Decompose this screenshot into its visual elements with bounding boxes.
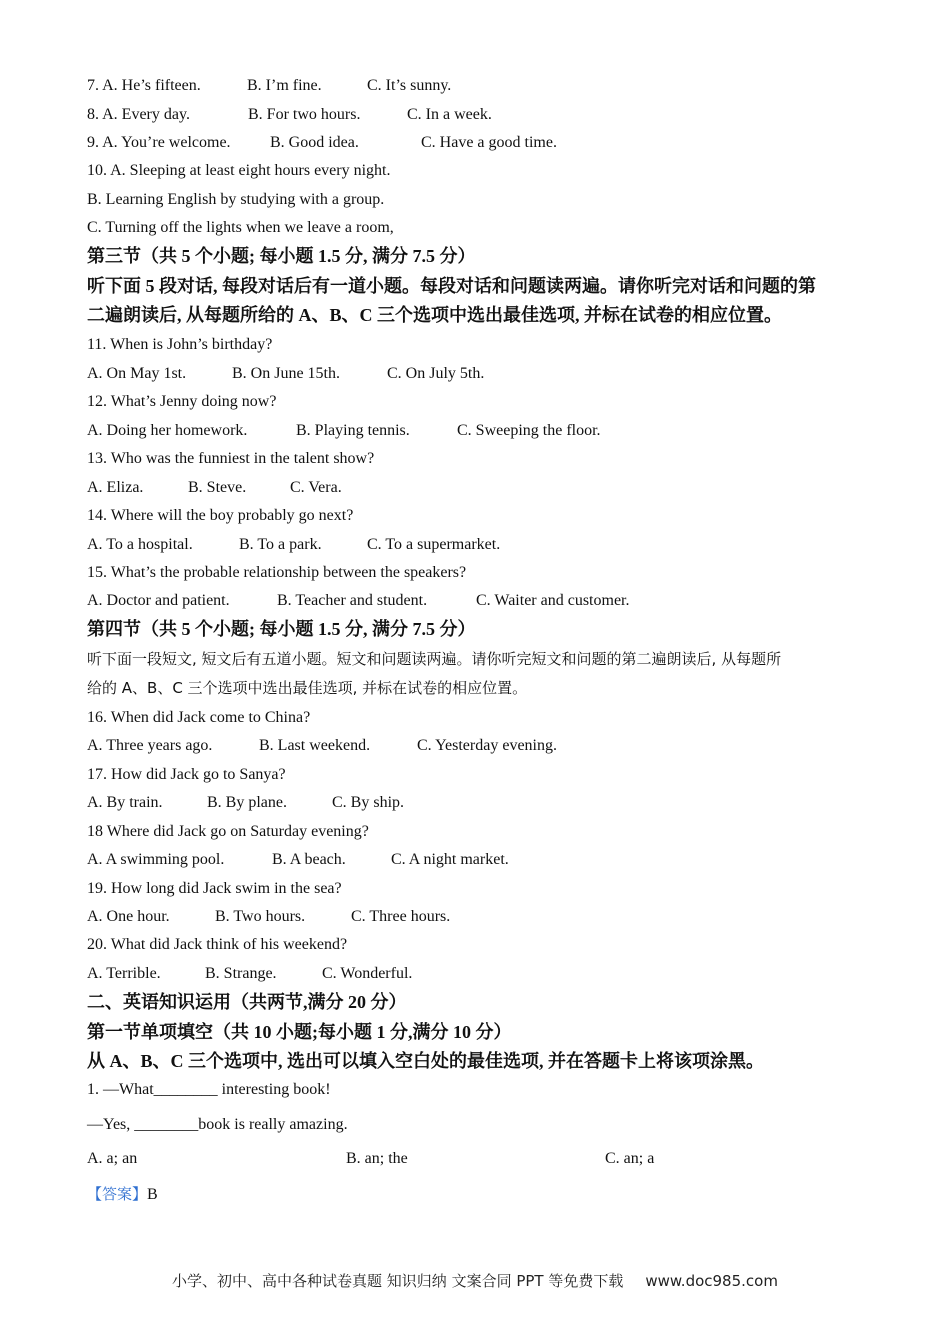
- option-a: A. a; an: [87, 1150, 138, 1167]
- question-18: 18 Where did Jack go on Saturday evening?: [87, 823, 369, 840]
- option-c: C. By ship.: [332, 794, 405, 811]
- question-20-options: [87, 964, 412, 984]
- option-b: B. Teacher and student.: [277, 592, 428, 609]
- option-c: C. Waiter and customer.: [476, 592, 630, 609]
- option-c: C. In a week.: [407, 106, 492, 123]
- question-14-options: [87, 535, 500, 555]
- option-a: A. Three years ago.: [87, 737, 213, 754]
- question-11-options: [87, 364, 484, 384]
- footer-url[interactable]: www.doc985.com: [645, 1272, 778, 1290]
- option-b: B. Two hours.: [215, 908, 306, 925]
- mc-question-1-line-1: 1. —What________ interesting book!: [87, 1081, 331, 1098]
- option-a: A. Doing her homework.: [87, 422, 248, 439]
- option-c: C. It’s sunny.: [367, 77, 452, 94]
- option-c: C. Have a good time.: [421, 134, 557, 151]
- question-12-options: [87, 421, 601, 441]
- question-20: 20. What did Jack think of his weekend?: [87, 936, 348, 953]
- question-10-option-c: C. Turning off the lights when we leave a room,: [87, 219, 394, 236]
- question-12: 12. What’s Jenny doing now?: [87, 393, 277, 410]
- page-footer: [0, 1270, 950, 1291]
- option-a: 8. A. Every day.: [87, 106, 190, 123]
- option-c: C. On July 5th.: [387, 365, 485, 382]
- option-b: B. Playing tennis.: [296, 422, 410, 439]
- option-a: A. Terrible.: [87, 965, 161, 982]
- section-3-instructions-line-1: 听下面 5 段对话, 每段对话后有一道小题。每段对话和问题读两遍。请你听完对话和问题的第: [87, 276, 816, 296]
- section-3-title: 第三节（共 5 个小题; 每小题 1.5 分, 满分 7.5 分）: [87, 246, 476, 266]
- option-a: A. On May 1st.: [87, 365, 187, 382]
- question-19: 19. How long did Jack swim in the sea?: [87, 880, 342, 897]
- question-17-options: [87, 793, 404, 813]
- section-3-instructions-line-2: 二遍朗读后, 从每题所给的 A、B、C 三个选项中选出最佳选项, 并标在试卷的相应位置。: [87, 305, 783, 325]
- answer-tag: 【答案】: [87, 1185, 148, 1203]
- option-a: A. By train.: [87, 794, 163, 811]
- answer-value: B: [147, 1186, 158, 1203]
- question-18-options: [87, 850, 509, 870]
- question-7-options: [87, 76, 451, 96]
- question-15: 15. What’s the probable relationship between the speakers?: [87, 564, 467, 581]
- option-a: A. To a hospital.: [87, 536, 193, 553]
- question-10-option-a: 10. A. Sleeping at least eight hours every night.: [87, 162, 391, 179]
- question-8-options: [87, 105, 492, 125]
- option-a: 9. A. You’re welcome.: [87, 134, 231, 151]
- mc-question-1-line-2: —Yes, ________book is really amazing.: [87, 1116, 348, 1133]
- question-17: 17. How did Jack go to Sanya?: [87, 766, 286, 783]
- option-b: B. On June 15th.: [232, 365, 340, 382]
- option-b: B. A beach.: [272, 851, 346, 868]
- mc-question-1-options: [87, 1149, 654, 1169]
- section-4-title: 第四节（共 5 个小题; 每小题 1.5 分, 满分 7.5 分）: [87, 619, 476, 639]
- option-c: C. an; a: [605, 1150, 655, 1167]
- question-9-options: [87, 133, 557, 153]
- option-c: C. Three hours.: [351, 908, 451, 925]
- option-a: A. A swimming pool.: [87, 851, 225, 868]
- part-2-section-1-title: 第一节单项填空（共 10 小题;每小题 1 分,满分 10 分）: [87, 1022, 512, 1042]
- question-10-option-b: B. Learning English by studying with a group.: [87, 191, 385, 208]
- question-16-options: [87, 736, 557, 756]
- question-13-options: [87, 478, 342, 498]
- part-2-instructions: 从 A、B、C 三个选项中, 选出可以填入空白处的最佳选项, 并在答题卡上将该项涂黑。: [87, 1051, 765, 1071]
- question-15-options: [87, 591, 630, 611]
- option-b: B. Strange.: [205, 965, 277, 982]
- option-b: B. For two hours.: [248, 106, 361, 123]
- option-c: C. Wonderful.: [322, 965, 413, 982]
- option-c: C. Vera.: [290, 479, 342, 496]
- question-16: 16. When did Jack come to China?: [87, 709, 311, 726]
- option-b: B. By plane.: [207, 794, 287, 811]
- footer-text: 小学、初中、高中各种试卷真题 知识归纳 文案合同 PPT 等免费下载: [172, 1272, 624, 1290]
- option-b: B. I’m fine.: [247, 77, 322, 94]
- option-b: B. Good idea.: [270, 134, 359, 151]
- question-19-options: [87, 907, 450, 927]
- option-a: A. Eliza.: [87, 479, 144, 496]
- option-a: 7. A. He’s fifteen.: [87, 77, 201, 94]
- option-b: B. To a park.: [239, 536, 322, 553]
- option-c: C. Sweeping the floor.: [457, 422, 601, 439]
- option-a: A. Doctor and patient.: [87, 592, 230, 609]
- section-4-instructions-line-1: 听下面一段短文, 短文后有五道小题。短文和问题读两遍。请你听完短文和问题的第二遍朗读后, 从每题所: [87, 650, 782, 668]
- option-b: B. Steve.: [188, 479, 247, 496]
- option-b: B. Last weekend.: [259, 737, 371, 754]
- question-14: 14. Where will the boy probably go next?: [87, 507, 354, 524]
- question-13: 13. Who was the funniest in the talent show?: [87, 450, 375, 467]
- option-b: B. an; the: [346, 1150, 408, 1167]
- section-4-instructions-line-2: 给的 A、B、C 三个选项中选出最佳选项, 并标在试卷的相应位置。: [87, 679, 528, 697]
- part-2-title: 二、英语知识运用（共两节,满分 20 分）: [87, 992, 407, 1012]
- question-11: 11. When is John’s birthday?: [87, 336, 273, 353]
- option-c: C. A night market.: [391, 851, 509, 868]
- option-c: C. Yesterday evening.: [417, 737, 557, 754]
- option-a: A. One hour.: [87, 908, 170, 925]
- option-c: C. To a supermarket.: [367, 536, 501, 553]
- mc-question-1-answer: [87, 1184, 158, 1205]
